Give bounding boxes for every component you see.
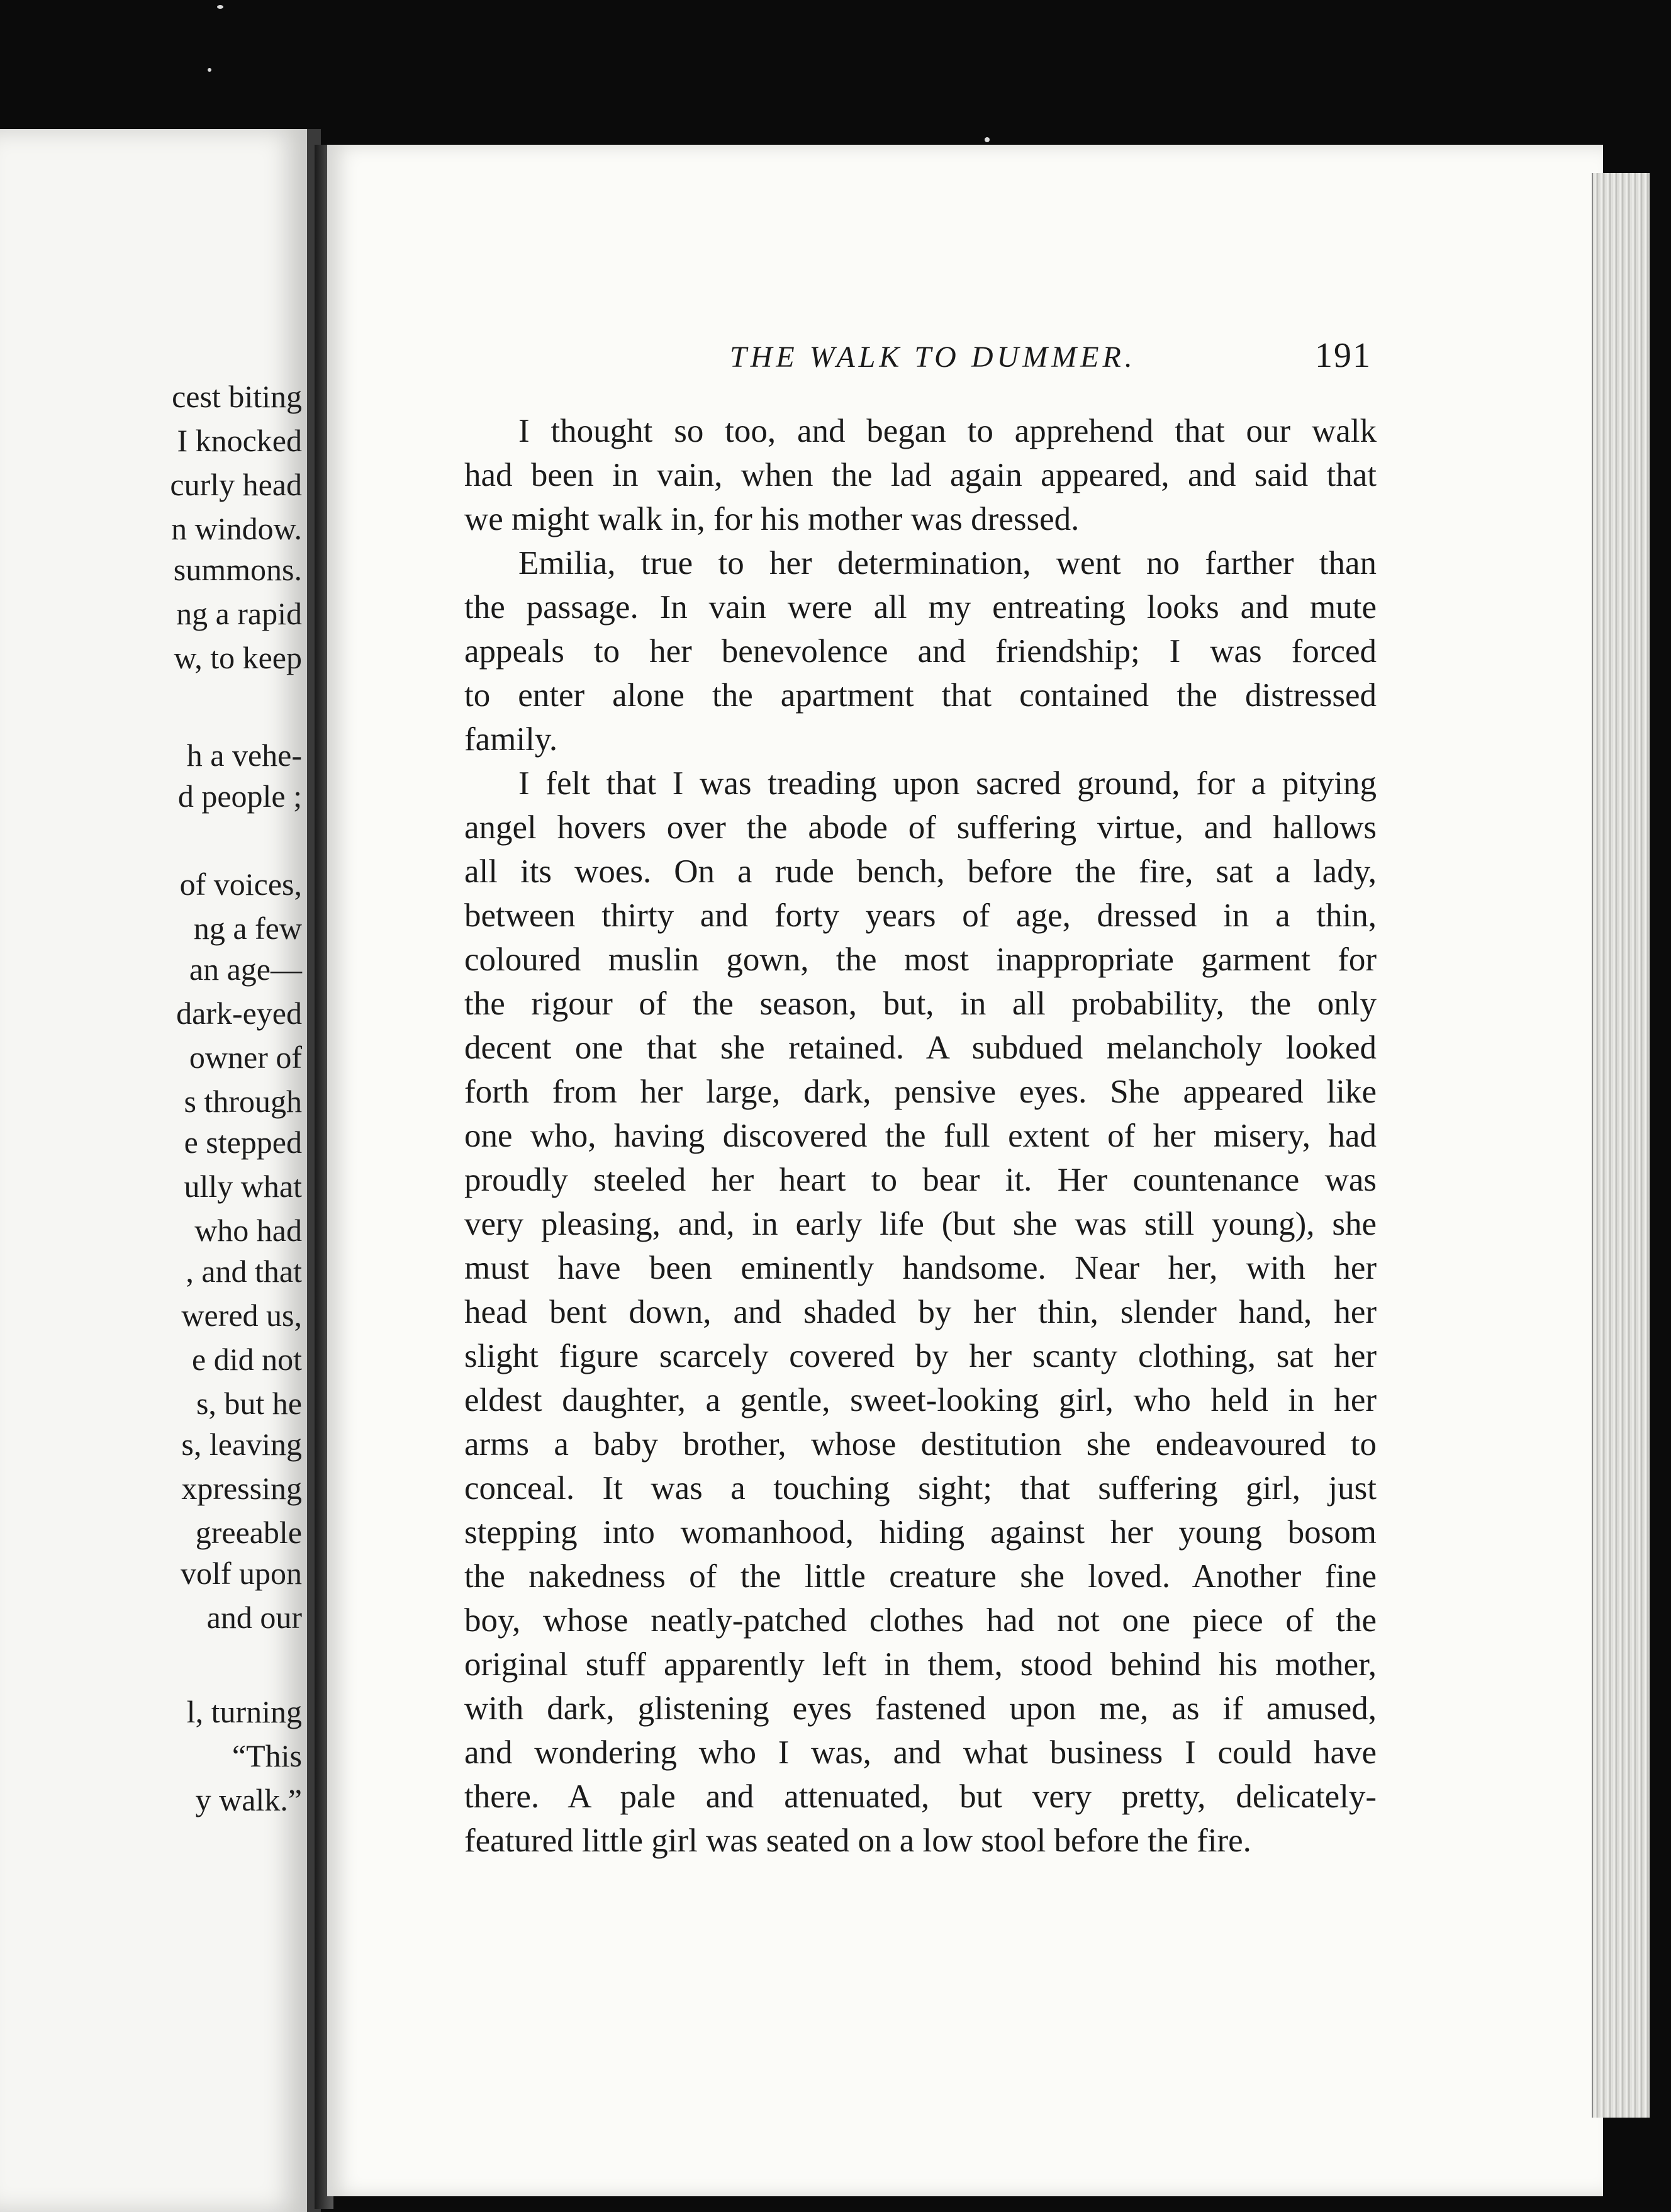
- left-page-line: dark-eyed: [176, 996, 302, 1031]
- scan-speck: [217, 5, 223, 9]
- body-text: [464, 409, 1377, 1863]
- left-page-line: e stepped: [184, 1125, 302, 1160]
- body-line: proudly steeled her heart to bear it. Her countenance was: [464, 1162, 1377, 1198]
- left-page-line: s through: [184, 1084, 302, 1119]
- body-line: forth from her large, dark, pensive eyes. She appeared like: [464, 1074, 1377, 1110]
- left-page-line: owner of: [189, 1040, 302, 1075]
- left-page-line: cest biting: [172, 379, 302, 414]
- left-page-line: n window.: [171, 511, 302, 546]
- left-page-line: l, turning: [186, 1694, 302, 1729]
- body-line: the rigour of the season, but, in all probability, the only: [464, 985, 1377, 1022]
- body-line: angel hovers over the abode of suffering virtue, and hallows: [464, 809, 1377, 846]
- body-line: the nakedness of the little creature she loved. Another fine: [464, 1558, 1377, 1595]
- scan-speck: [208, 68, 211, 72]
- left-page-line: “This: [232, 1738, 302, 1773]
- left-page-line: and our: [206, 1600, 302, 1635]
- left-page-line: ully what: [184, 1169, 302, 1204]
- body-line: we might walk in, for his mother was dressed.: [464, 501, 1080, 537]
- left-page-line: volf upon: [180, 1556, 302, 1591]
- left-page-line: h a vehe-: [186, 738, 302, 773]
- body-line: must have been eminently handsome. Near her, with her: [464, 1250, 1377, 1286]
- left-page-line: an age—: [189, 952, 302, 987]
- left-page-line: who had: [194, 1213, 302, 1248]
- body-line: there. A pale and attenuated, but very pretty, delicately-: [464, 1778, 1377, 1815]
- body-line: very pleasing, and, in early life (but she was still young), she: [464, 1206, 1377, 1242]
- left-page-line: y walk.”: [195, 1782, 302, 1817]
- running-header: THE WALK TO DUMMER.: [730, 340, 1136, 374]
- body-line: had been in vain, when the lad again appeared, and said that: [464, 457, 1377, 493]
- body-line: appeals to her benevolence and friendship; I was forced: [464, 633, 1377, 670]
- body-line: one who, having discovered the full extent of her misery, had: [464, 1118, 1377, 1154]
- body-line: original stuff apparently left in them, stood behind his mother,: [464, 1646, 1377, 1683]
- scan-speck: [985, 137, 990, 142]
- body-line: coloured muslin gown, the most inappropriate garment for: [464, 941, 1377, 978]
- left-page-line: ng a few: [193, 911, 302, 946]
- body-line: conceal. It was a touching sight; that suffering girl, just: [464, 1470, 1377, 1507]
- body-line: I thought so too, and began to apprehend that our walk: [518, 413, 1377, 449]
- left-page-line: curly head: [170, 467, 302, 502]
- left-page-line: summons.: [173, 552, 302, 587]
- left-page-line: e did not: [192, 1342, 302, 1377]
- left-page-line: I knocked: [177, 423, 302, 458]
- page-number: 191: [1315, 336, 1372, 375]
- left-page-line: ng a rapid: [176, 596, 302, 631]
- body-line: boy, whose neatly-patched clothes had not one piece of the: [464, 1602, 1377, 1639]
- body-line: head bent down, and shaded by her thin, slender hand, her: [464, 1294, 1377, 1330]
- body-line: decent one that she retained. A subdued melancholy looked: [464, 1030, 1377, 1066]
- body-line: slight figure scarcely covered by her scanty clothing, sat her: [464, 1338, 1377, 1374]
- body-line: I felt that I was treading upon sacred ground, for a pitying: [518, 765, 1377, 802]
- page-edges: [1592, 173, 1650, 2118]
- left-page-line: d people ;: [177, 778, 302, 814]
- body-line: eldest daughter, a gentle, sweet-looking girl, who held in her: [464, 1382, 1377, 1418]
- body-line: all its woes. On a rude bench, before the fire, sat a lady,: [464, 853, 1377, 890]
- body-line: between thirty and forty years of age, dressed in a thin,: [464, 897, 1377, 934]
- body-line: family.: [464, 721, 558, 758]
- body-line: arms a baby brother, whose destitution she endeavoured to: [464, 1426, 1377, 1463]
- body-line: to enter alone the apartment that contained the distressed: [464, 677, 1377, 714]
- body-line: featured little girl was seated on a low stool before the fire.: [464, 1822, 1251, 1859]
- body-line: the passage. In vain were all my entreating looks and mute: [464, 589, 1377, 626]
- body-line: stepping into womanhood, hiding against her young bosom: [464, 1514, 1377, 1551]
- left-page-line: greeable: [195, 1515, 302, 1550]
- left-page-line: wered us,: [181, 1298, 302, 1333]
- body-line: and wondering who I was, and what business I could have: [464, 1734, 1377, 1771]
- left-page-line: s, but he: [196, 1386, 302, 1421]
- left-page-line: , and that: [186, 1254, 302, 1289]
- body-line: Emilia, true to her determination, went no farther than: [518, 545, 1377, 581]
- left-facing-page: [0, 129, 321, 2212]
- left-page-line: of voices,: [179, 867, 302, 902]
- left-page-line: xpressing: [181, 1471, 302, 1506]
- body-line: with dark, glistening eyes fastened upon me, as if amused,: [464, 1690, 1377, 1727]
- left-page-line: w, to keep: [174, 640, 302, 675]
- left-page-line: s, leaving: [181, 1427, 302, 1462]
